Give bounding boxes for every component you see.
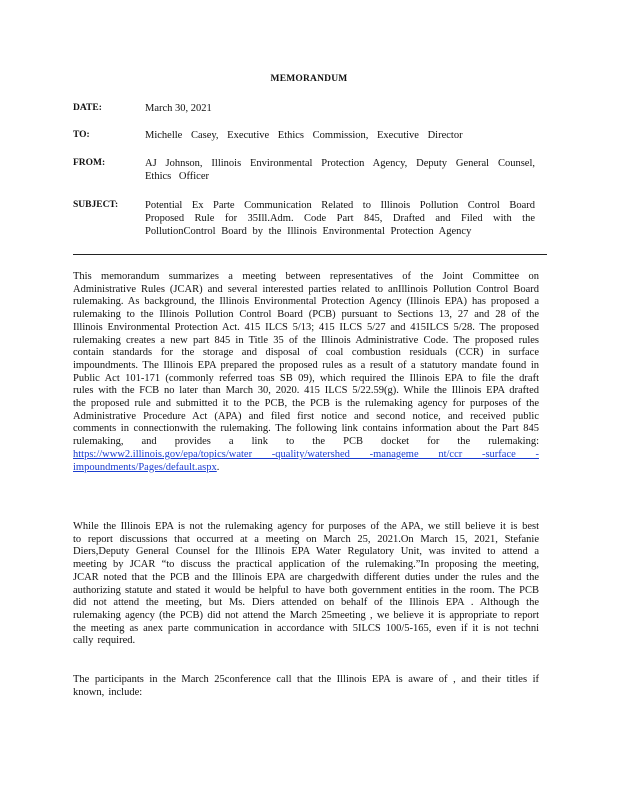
memo-title: MEMORANDUM bbox=[270, 74, 348, 84]
subject-label: SUBJECT: bbox=[73, 200, 119, 210]
to-label: TO: bbox=[73, 130, 90, 140]
body-paragraph-3: The participants in the March 25conference call that the Illinois EPA is aware of , and their titles if known, include: bbox=[73, 674, 539, 698]
date-value: March 30, 2021 bbox=[145, 103, 212, 114]
paragraph-1-text: This memorandum summarizes a meeting between representatives of the Joint Committee on Administrative Rules (JCAR) and several interested parties related to anIllinois Pollution Control Board rulemaking. As background, the Illinois Environmental Protection Agency (Illinois EPA) has proposed a rulemaking to the Illinois Pollution Control Board (PCB) pursuant to Sections 13, 27 and 28 of the Illinois Environmental Protection Act. 415 ILCS 5/13; 415 ILCS 5/27 and 415ILCS 5/28. The proposed rulemaking creates a new part 845 in Title 35 of the Illinois Administrative Code. The proposed rules contain standards for the storage and disposal of coal combustion residuals (CCR) in surface impoundments. The Illinois EPA prepared the proposed rules as a result of a statutory mandate found in Public Act 101-171 (commonly referred toas SB 09), which required the Illinois EPA to file the draft rules with the FCB no later than March 30, 2020. 415 ILCS 5/22.59(g). While the Illinois EPA drafted the proposed rule and submitted it to the PCB, the PCB is the rulemaking agency for purposes of the Administrative Procedure Act (APA) and filed first notice and second notice, and received public comments in connectionwith the rulemaking. The following link contains information about the Part 845 rulemaking, and provides a link to the PCB docket for the rulemaking: bbox=[73, 271, 539, 448]
header-divider bbox=[73, 254, 547, 255]
from-value: AJ Johnson, Illinois Environmental Protection Agency, Deputy General Counsel, Ethics Officer bbox=[145, 158, 535, 182]
date-label: DATE: bbox=[73, 103, 102, 113]
link-period: . bbox=[216, 461, 220, 473]
body-paragraph-1 bbox=[73, 271, 539, 474]
from-label: FROM: bbox=[73, 158, 106, 168]
body-paragraph-2: While the Illinois EPA is not the rulemaking agency for purposes of the APA, we still believe it is best to report discussions that occurred at a meeting on March 25, 2021.On March 15, 2021, Stefanie Diers,Deputy General Counsel for the Illinois EPA Water Regulatory Unit, was invited to attend a meeting by JCAR “to discuss the practical application of the rulemaking.”In proposing the meeting, JCAR noted that the PCB and the Illinois EPA are chargedwith different duties under the rules and the authorizing statute and stated it would be helpful to have both government entities in the room. The PCB did not attend the meeting, but Ms. Diers attended on behalf of the Illinois EPA . Although the rulemaking agency (the PCB) did not attend the March 25meeting , we believe it is appropriate to report the meeting as anex parte communication in accordance with 5ILCS 100/5-165, even if it is not techni cally required. bbox=[73, 521, 539, 647]
subject-value: Potential Ex Parte Communication Related to Illinois Pollution Control Board Proposed Rule for 35Ill.Adm. Code Part 845, Drafted and Filed with the PollutionControl Board by the Illinois Environmental Protection Agency bbox=[145, 200, 535, 237]
to-value: Michelle Casey, Executive Ethics Commission, Executive Director bbox=[145, 130, 463, 141]
rulemaking-link[interactable]: https://www2.illinois.gov/epa/topics/water -quality/watershed -manageme nt/ccr -surface -impoundments/Pages/default.aspx bbox=[73, 448, 539, 473]
